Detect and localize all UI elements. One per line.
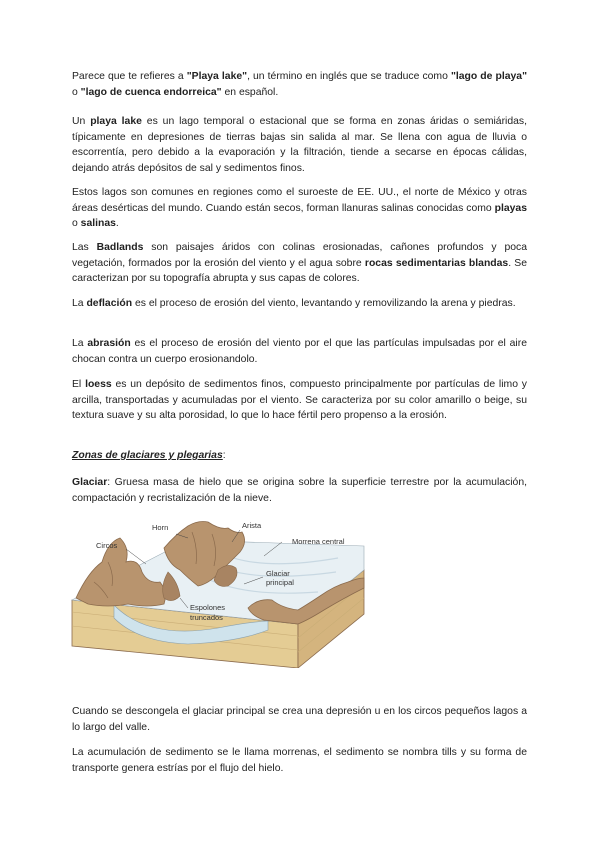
text: Estos lagos son comunes en regiones como el suroeste de EE. UU., el norte de México y otras áreas desérticas del mundo. Cuando están secos, forman llanuras salinas conocidas como: [72, 187, 527, 214]
glacier-diagram-svg: [68, 512, 368, 668]
bold-term: playas: [494, 202, 527, 214]
paragraph-deshielo: [72, 704, 527, 735]
text: La: [72, 338, 88, 349]
bold-term: "lago de playa": [450, 71, 528, 82]
text: . Se caracterizan por su topografía abrupta y sus capas de colores.: [72, 257, 528, 285]
text: :: [222, 450, 226, 461]
bold-term: salinas: [80, 218, 116, 230]
bold-term: loess: [85, 379, 112, 390]
label-glaciar-principal-line2: principal: [266, 578, 294, 587]
text: o: [72, 218, 81, 230]
paragraph-playa-lake-definition: [72, 114, 527, 176]
label-morrena-central: Morrena central: [292, 537, 345, 546]
text: es un depósito de sedimentos finos, compuesto principalmente por partículas de limo y arcilla, transportadas y acumuladas por el viento. Se caracteriza por su color amarillo o beige, su textura suave y su alta porosidad, lo que lo hace fértil pero propenso a la erosión.: [72, 379, 527, 422]
text: Un: [72, 116, 91, 127]
text: La: [72, 298, 87, 309]
paragraph-playa-lake-intro: [72, 69, 527, 100]
paragraph-badlands: [72, 240, 527, 287]
paragraph-abrasion: [72, 336, 527, 367]
text: Cuando se descongela el glaciar principal se crea una depresión u en los circos pequeños lagos a lo largo del valle.: [72, 706, 527, 733]
bold-term: "lago de cuenca endorreica": [80, 86, 222, 98]
paragraph-deflacion: [72, 296, 527, 312]
bold-term: Glaciar: [72, 477, 108, 488]
paragraph-playa-lake-regions: [72, 185, 527, 232]
text: La acumulación de sedimento se le llama morrenas, el sedimento se nombra tills y su forma de transporte genera estrías por el flujo del hielo.: [72, 747, 527, 774]
paragraph-glaciar: [72, 475, 527, 506]
label-arista: Arista: [242, 521, 262, 530]
paragraph-loess: [72, 377, 527, 424]
label-glaciar-principal-line1: Glaciar: [266, 569, 290, 578]
text: , un término en inglés que se traduce como: [247, 71, 451, 82]
bold-term: rocas sedimentarias blandas: [364, 257, 509, 269]
label-circos: Circos: [96, 541, 118, 550]
text: es un lago temporal o estacional que se forma en zonas áridas o semiáridas, típicamente en depresiones de tierras bajas sin salida al mar. Se llena con agua de lluvia o escorrentía, pero debido a la evaporación y la filtración, tiende a secarse en épocas cálidas, dejando atrás depósitos de sal y sedimentos finos.: [72, 116, 527, 174]
bold-term: Badlands: [96, 242, 144, 253]
text: .: [115, 218, 119, 230]
bold-term: playa lake: [90, 116, 142, 127]
label-espolones-line1: Espolones: [190, 603, 226, 612]
text: o: [72, 86, 81, 98]
text: son paisajes áridos con colinas erosionadas, cañones profundos y poca vegetación, formados por la erosión del viento y el agua sobre: [72, 242, 528, 269]
heading-text: Zonas de glaciares y plegarias: [72, 450, 223, 461]
text: en español.: [221, 86, 279, 98]
bold-term: deflación: [86, 298, 133, 309]
glacier-block-diagram: [68, 512, 368, 668]
label-horn: Horn: [152, 523, 169, 532]
paragraph-morrenas: [72, 745, 527, 776]
text: El: [72, 379, 86, 390]
text: es el proceso de erosión del viento, levantando y removilizando la arena y piedras.: [132, 298, 516, 309]
text: es el proceso de erosión del viento por el que las partículas impulsadas por el aire chocan contra un cuerpo erosionandolo.: [72, 338, 527, 365]
text: Parece que te refieres a: [72, 71, 187, 82]
bold-term: abrasión: [87, 338, 131, 349]
label-espolones-line2: truncados: [190, 613, 223, 622]
text: Las: [72, 242, 97, 253]
text: : Gruesa masa de hielo que se origina sobre la superficie terrestre por la acumulación, compactación y recristalización de la nieve.: [72, 477, 527, 504]
bold-term: "Playa lake": [186, 71, 248, 82]
section-heading-glaciares: [72, 448, 527, 464]
